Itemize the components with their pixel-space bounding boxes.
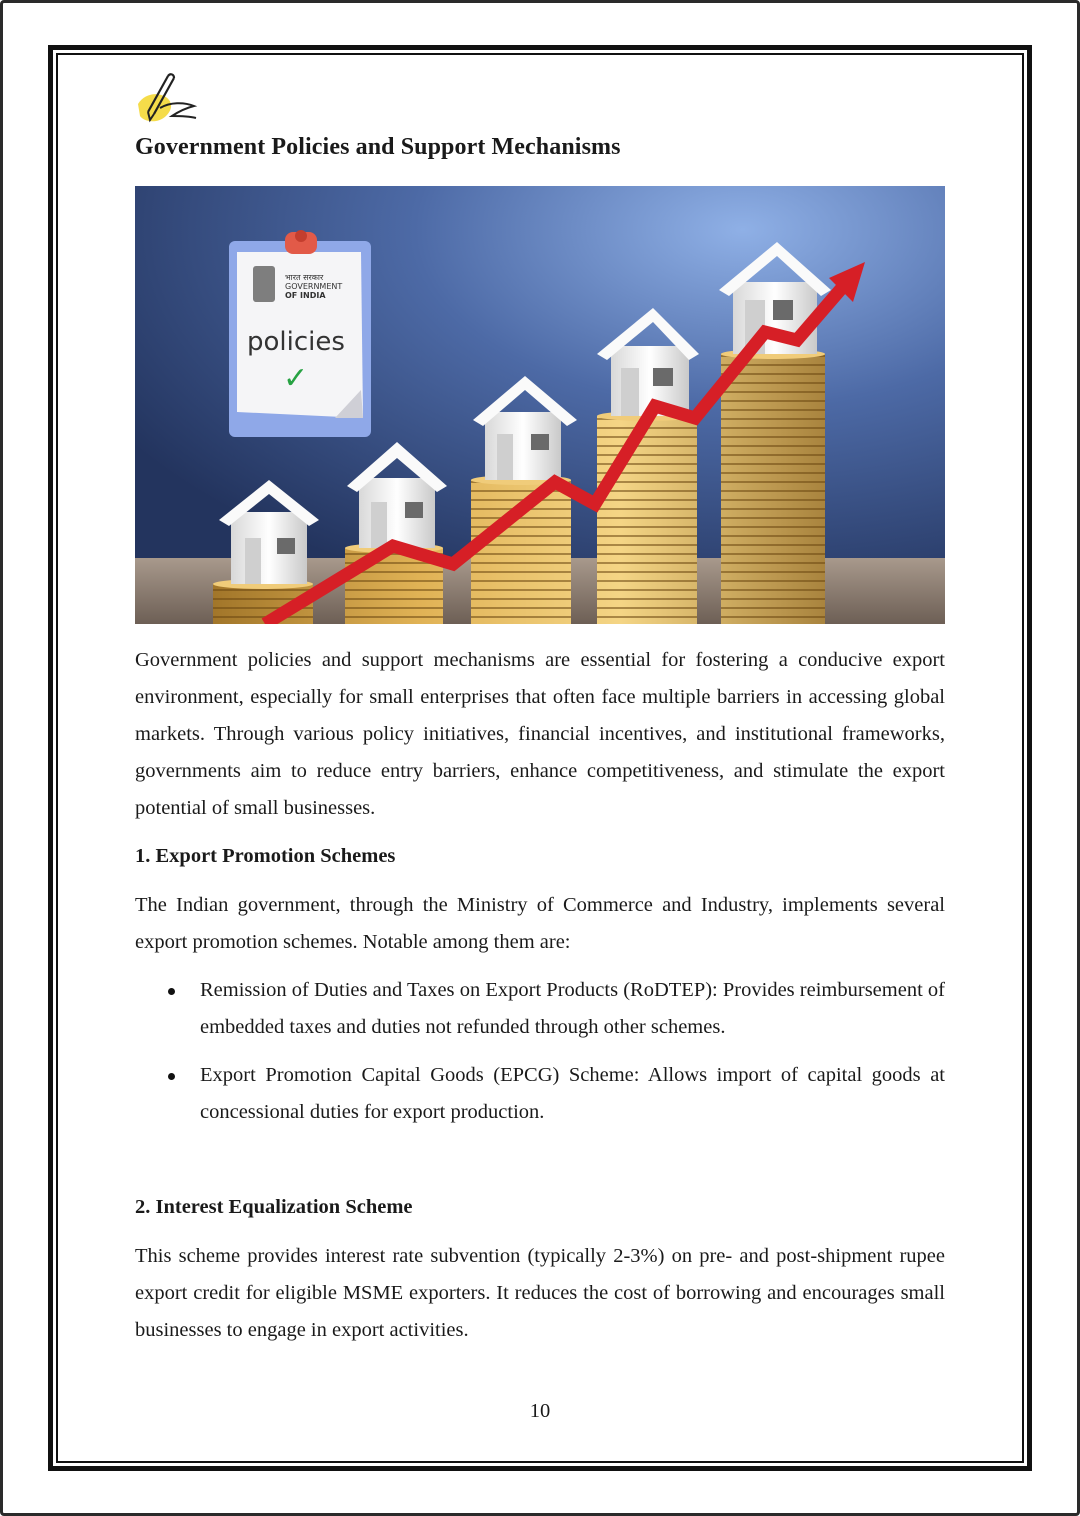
svg-text:भारत सरकार: भारत सरकार (285, 273, 324, 282)
page-title: Government Policies and Support Mechanisms (135, 134, 621, 160)
bullet-icon (168, 988, 175, 995)
section2-text: This scheme provides interest rate subvention (typically 2-3%) on pre- and post-shipment rupee export credit for eligible MSME exporters. It reduces the cost of borrowing and encourages small businesses to engage in export activities. (135, 1245, 945, 1341)
list-item (135, 972, 945, 1046)
section1-paragraph (135, 887, 945, 961)
intro-text: Government policies and support mechanisms are essential for fostering a conducive export environment, especially for small enterprises that often face multiple barriers in accessing global markets. Through various policy initiatives, financial incentives, and institutional frameworks, governments aim to reduce entry barriers, enhance competitiveness, and stimulate the export potential of small businesses. (135, 649, 945, 819)
svg-text:policies: policies (247, 327, 345, 357)
policies-clipboard (229, 230, 371, 437)
section1-text: The Indian government, through the Ministry of Commerce and Industry, implements several export promotion schemes. Notable among them are: (135, 894, 945, 953)
pen-writing-icon (134, 72, 200, 130)
list-item (135, 1057, 945, 1131)
section1-heading: 1. Export Promotion Schemes (135, 845, 396, 867)
bullet-text: Remission of Duties and Taxes on Export Products (RoDTEP): Provides reimbursement of embedded taxes and duties not refunded through other schemes. (200, 979, 945, 1038)
svg-text:OF INDIA: OF INDIA (285, 291, 326, 300)
bullet-icon (168, 1073, 175, 1080)
svg-text:✓: ✓ (283, 361, 309, 396)
page-number: 10 (529, 1400, 551, 1422)
bullet-text: Export Promotion Capital Goods (EPCG) Scheme: Allows import of capital goods at concessional duties for export production. (200, 1064, 945, 1123)
coin-stack-5 (721, 349, 825, 624)
section2-heading: 2. Interest Equalization Scheme (135, 1196, 413, 1218)
section2-paragraph (135, 1238, 945, 1349)
coin-stack-3 (471, 475, 571, 624)
coin-stack-4 (597, 411, 697, 624)
section1-bullet-list (135, 972, 945, 1142)
svg-text:GOVERNMENT: GOVERNMENT (285, 282, 343, 291)
hero-image (135, 186, 945, 624)
intro-paragraph (135, 642, 945, 827)
